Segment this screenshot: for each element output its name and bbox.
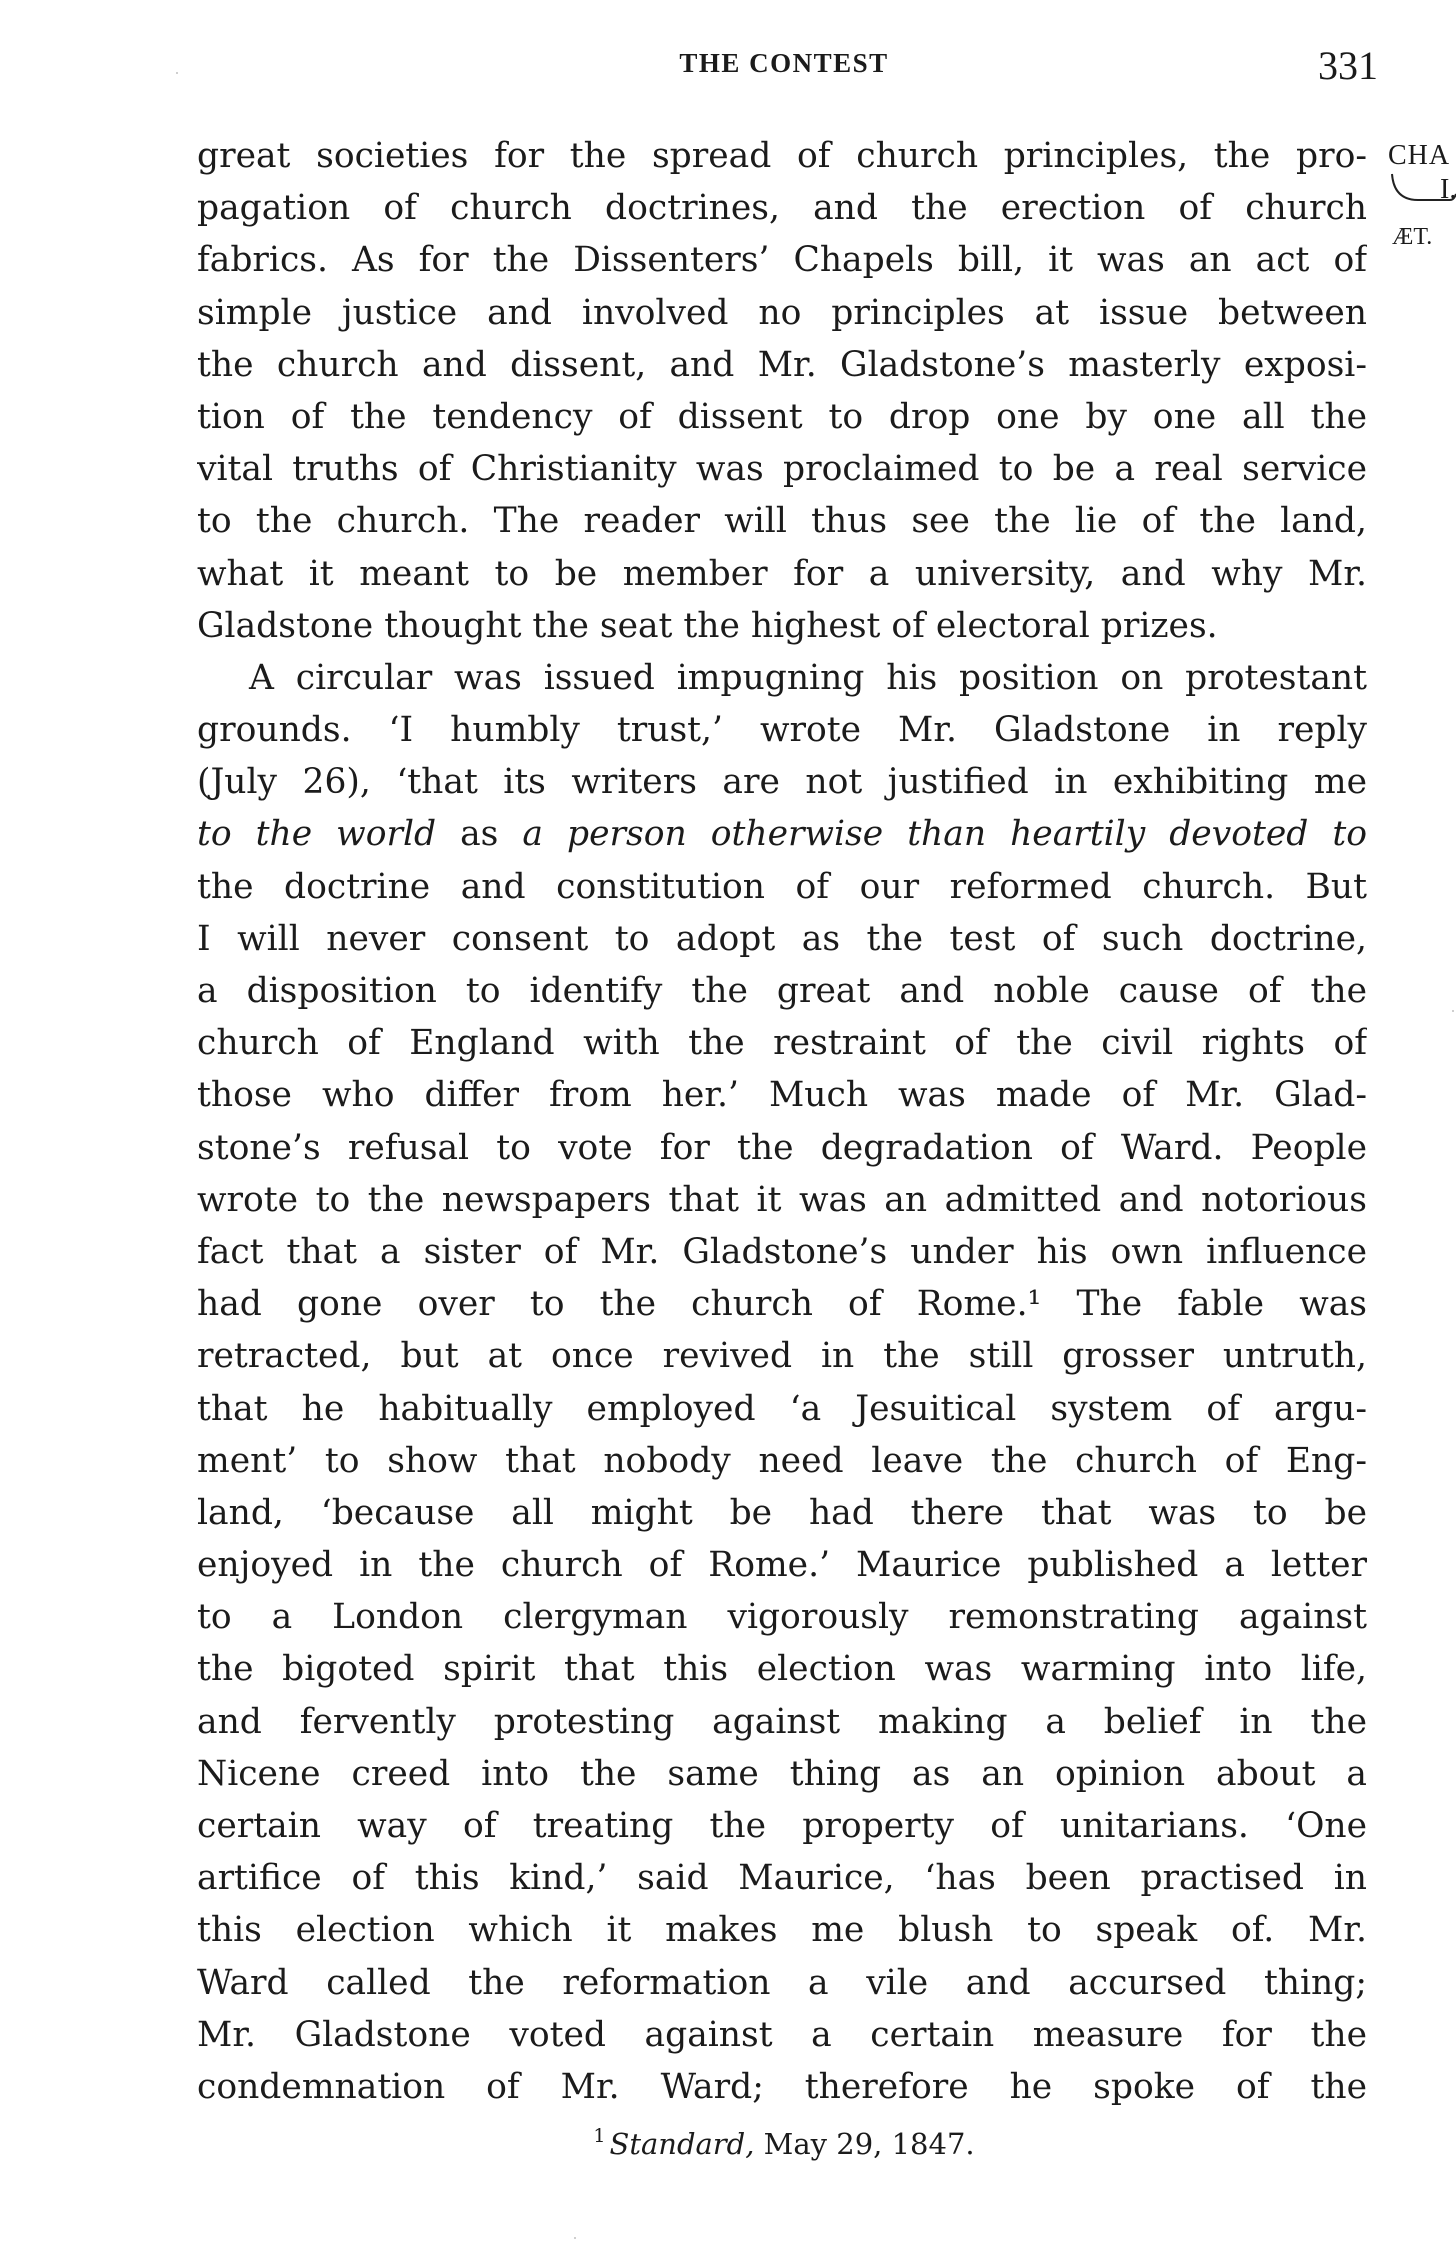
text-line: Mr. Gladstone voted against a certain measure for the — [197, 2014, 1367, 2055]
text-line: certain way of treating the property of unitarians. ‘One — [197, 1806, 1367, 1846]
text-line: and fervently protesting against making a belief in the — [197, 1701, 1367, 1742]
paper-speck — [574, 2237, 576, 2239]
text-line: pagation of church doctrines, and the erection of church — [197, 188, 1367, 229]
margin-brace-icon — [1388, 170, 1456, 216]
margin-note — [1388, 140, 1456, 280]
text-line: Gladstone thought the seat the highest of electoral prizes. — [197, 605, 1218, 646]
text-line: fact that a sister of Mr. Gladstone’s under his own influence — [197, 1231, 1367, 1272]
paper-speck — [1452, 1010, 1454, 1012]
text-line: this election which it makes me blush to speak of. Mr. — [197, 1910, 1367, 1951]
text-line: to the church. The reader will thus see the lie of the land, — [197, 501, 1367, 542]
text-line-italic: to the world as a person otherwise than heartily devoted to — [197, 814, 1367, 855]
text-line: great societies for the spread of church principles, the pro- — [197, 136, 1367, 176]
footnote — [200, 2125, 1368, 2161]
margin-aet: ÆT. — [1392, 224, 1433, 250]
text-line: artifice of this kind,’ said Maurice, ‘has been practised in — [197, 1858, 1367, 1899]
text-line: I will never consent to adopt as the test of such doctrine, — [197, 918, 1367, 959]
text-line: enjoyed in the church of Rome.’ Maurice published a letter — [197, 1545, 1367, 1586]
text-line: that he habitually employed ‘a Jesuitical system of argu- — [197, 1388, 1367, 1429]
text-line: ment’ to show that nobody need leave the church of Eng- — [197, 1440, 1367, 1481]
text-line: the bigoted spirit that this election was warming into life, — [197, 1649, 1367, 1690]
text-line: church of England with the restraint of the civil rights of — [197, 1023, 1367, 1064]
text-line: a disposition to identify the great and noble cause of the — [197, 971, 1367, 1011]
text-line: wrote to the newspapers that it was an admitted and notorious — [197, 1179, 1367, 1220]
text-line: what it meant to be member for a university, and why Mr. — [197, 553, 1367, 594]
running-title: THE CONTEST — [679, 48, 889, 78]
text-line: fabrics. As for the Dissenters’ Chapels bill, it was an act of — [197, 240, 1367, 281]
text-line: the church and dissent, and Mr. Gladstone’s masterly exposi- — [197, 344, 1367, 385]
margin-chapter: CHA — [1388, 140, 1451, 171]
text-line: condemnation of Mr. Ward; therefore he spoke of the — [197, 2066, 1367, 2107]
text-line: had gone over to the church of Rome.¹ The fable was — [197, 1284, 1367, 1325]
text-line: Ward called the reformation a vile and accursed thing; — [197, 1962, 1367, 2003]
text-line: stone’s refusal to vote for the degradation of Ward. People — [197, 1127, 1367, 1168]
text-line: to a London clergyman vigorously remonstrating against — [197, 1597, 1367, 1638]
text-line: vital truths of Christianity was proclaimed to be a real service — [197, 449, 1367, 490]
margin-chapter-numeral: I. — [1440, 174, 1456, 205]
running-head — [200, 42, 1378, 88]
footnote-date: May 29, 1847. — [754, 2127, 975, 2161]
text-line: simple justice and involved no principles at issue between — [197, 292, 1367, 333]
text-line: Nicene creed into the same thing as an opinion about a — [197, 1753, 1367, 1794]
body-text — [197, 130, 1367, 2113]
text-line: the doctrine and constitution of our reformed church. But — [197, 866, 1367, 907]
footnote-marker: 1 — [593, 2125, 606, 2147]
text-line: those who differ from her.’ Much was made of Mr. Glad- — [197, 1075, 1367, 1116]
text-line: tion of the tendency of dissent to drop one by one all the — [197, 396, 1367, 437]
text-line: retracted, but at once revived in the still grosser untruth, — [197, 1336, 1367, 1377]
page-number: 331 — [1318, 43, 1378, 88]
paper-speck — [176, 72, 178, 74]
text-line: land, ‘because all might be had there that was to be — [197, 1492, 1367, 1533]
text-line: (July 26), ‘that its writers are not justified in exhibiting me — [197, 762, 1367, 803]
footnote-source: Standard, — [609, 2127, 755, 2161]
text-line: grounds. ‘I humbly trust,’ wrote Mr. Gladstone in reply — [197, 710, 1367, 751]
text-line: A circular was issued impugning his position on protestant — [249, 657, 1367, 698]
